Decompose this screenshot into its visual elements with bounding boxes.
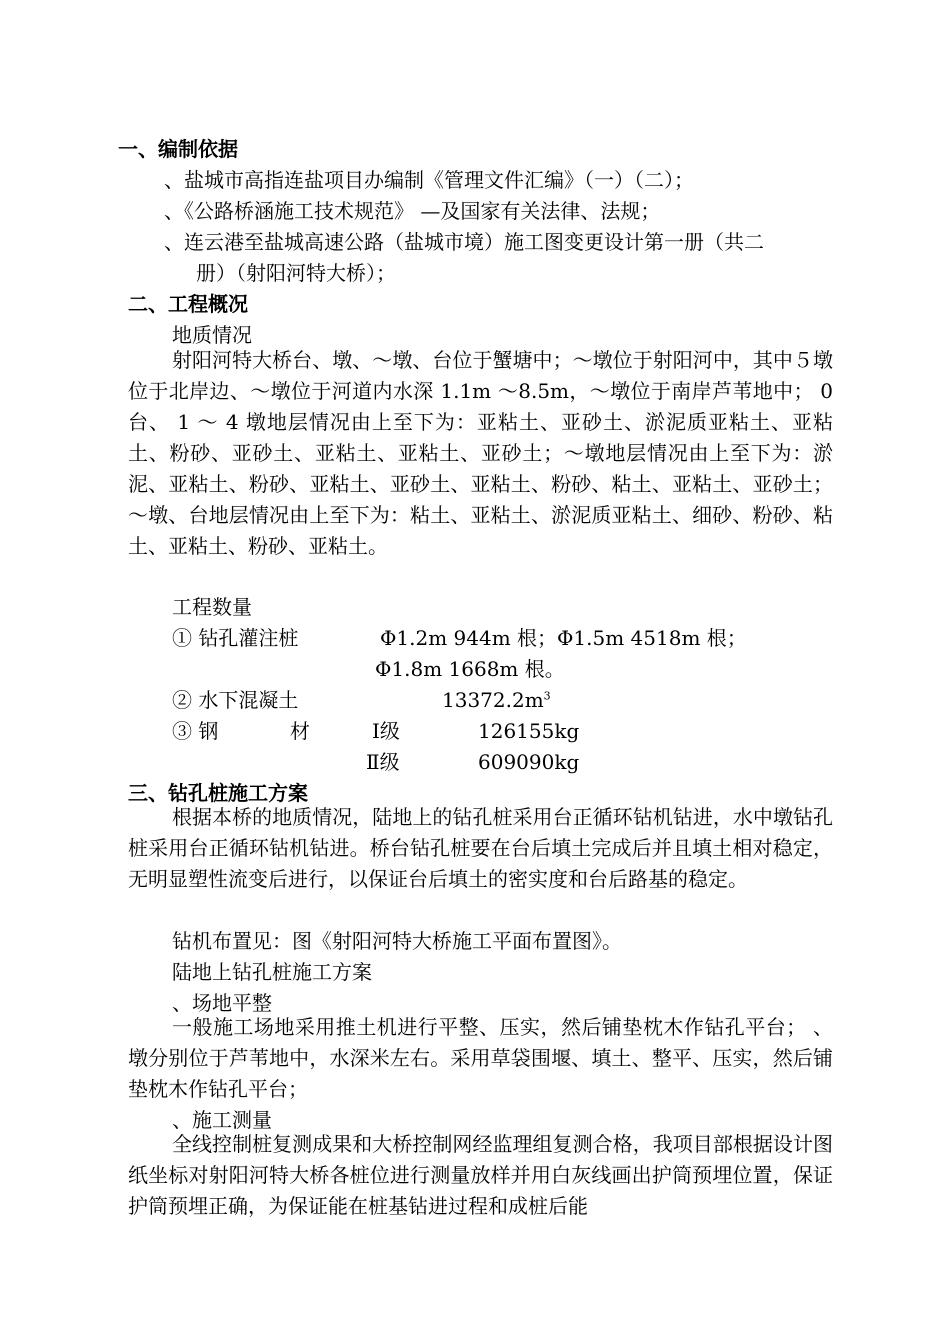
plan-subheading-site: 、场地平整	[172, 991, 272, 1015]
plan-paragraph-site: 一般施工场地采用推土机进行平整、压实，然后铺垫枕木作钻孔平台； 、墩分别位于芦苇地中，水深米左右。采用草袋围堰、填土、整平、压实，然后铺垫枕木作钻孔平台；	[128, 1015, 833, 1101]
basis-item-1: 、盐城市高指连盐项目办编制《管理文件汇编》（一）（二）；	[164, 168, 694, 192]
basis-item-3-cont: 册）（射阳河特大桥）；	[196, 261, 396, 285]
steel-value-2: 609090kg	[478, 750, 580, 774]
geology-title: 地质情况	[172, 323, 252, 347]
quantity-1-label: ① 钻孔灌注桩	[172, 626, 299, 650]
plan-paragraph-3: 陆地上钻孔桩施工方案	[172, 960, 372, 984]
geology-text: 射阳河特大桥台、墩、～墩、台位于蟹塘中；～墩位于射阳河中，其中５墩位于北岸边、～墩位于河道内水深 1.1m ～8.5m，～墩位于南岸芦苇地中； 0 台、 1 ～ 4 墩地层情况由上至下为：亚粘土、亚砂土、淤泥质亚粘土、亚粘土、粉砂、亚砂土、亚粘土、亚粘土、亚砂土；～墩地层情况由上至下为：淤泥、亚粘土、粉砂、亚粘土、亚砂土、亚粘土、粉砂、粘土、亚粘土、亚砂土；～墩、台地层情况由上至下为：粘土、亚粘土、淤泥质亚粘土、细砂、粉砂、粘土、亚粘土、粉砂、亚粘土。	[128, 348, 833, 558]
plan-subheading-survey: 、施工测量	[172, 1108, 272, 1132]
section-heading-basis: 一、编制依据	[118, 137, 238, 161]
basis-item-2: 、《公路桥涵施工技术规范》 —及国家有关法律、法规；	[164, 199, 661, 223]
quantity-3-label-a: ③ 钢	[172, 719, 219, 743]
quantity-2-label: ② 水下混凝土	[172, 688, 299, 712]
plan-paragraph-2: 钻机布置见：图《射阳河特大桥施工平面布置图》。	[172, 929, 622, 953]
basis-item-3: 、连云港至盐城高速公路（盐城市境）施工图变更设计第一册（共二	[164, 230, 764, 254]
quantity-2-value	[442, 685, 551, 715]
quantity-2-number: 13372.2m	[442, 688, 544, 712]
steel-grade-2: Ⅱ级	[366, 750, 400, 774]
quantity-1-line1: Φ1.2m 944m 根；Φ1.5m 4518m 根；	[380, 626, 747, 650]
section-heading-plan: 三、钻孔桩施工方案	[128, 781, 308, 805]
plan-paragraph-1: 根据本桥的地质情况，陆地上的钻孔桩采用台正循环钻机钻进，水中墩钻孔桩采用台正循环钻机钻进。桥台钻孔桩要在台后填土完成后并且填土相对稳定，无明显塑性流变后进行，以保证台后填土的密实度和台后路基的稳定。	[128, 805, 833, 891]
plan-paragraph-survey: 全线控制桩复测成果和大桥控制网经监理组复测合格，我项目部根据设计图纸坐标对射阳河特大桥各桩位进行测量放样并用白灰线画出护筒预埋位置，保证护筒预埋正确，为保证能在桩基钻进过程和成桩后能	[128, 1132, 833, 1218]
quantity-3-label-b: 材	[290, 719, 310, 743]
quantity-title: 工程数量	[172, 595, 252, 619]
section-heading-overview: 二、工程概况	[128, 292, 248, 316]
steel-value-1: 126155kg	[478, 719, 580, 743]
steel-grade-1: Ⅰ级	[372, 719, 400, 743]
quantity-1-line2: Φ1.8m 1668m 根。	[375, 657, 565, 681]
quantity-2-unit-sup: 3	[543, 689, 551, 703]
